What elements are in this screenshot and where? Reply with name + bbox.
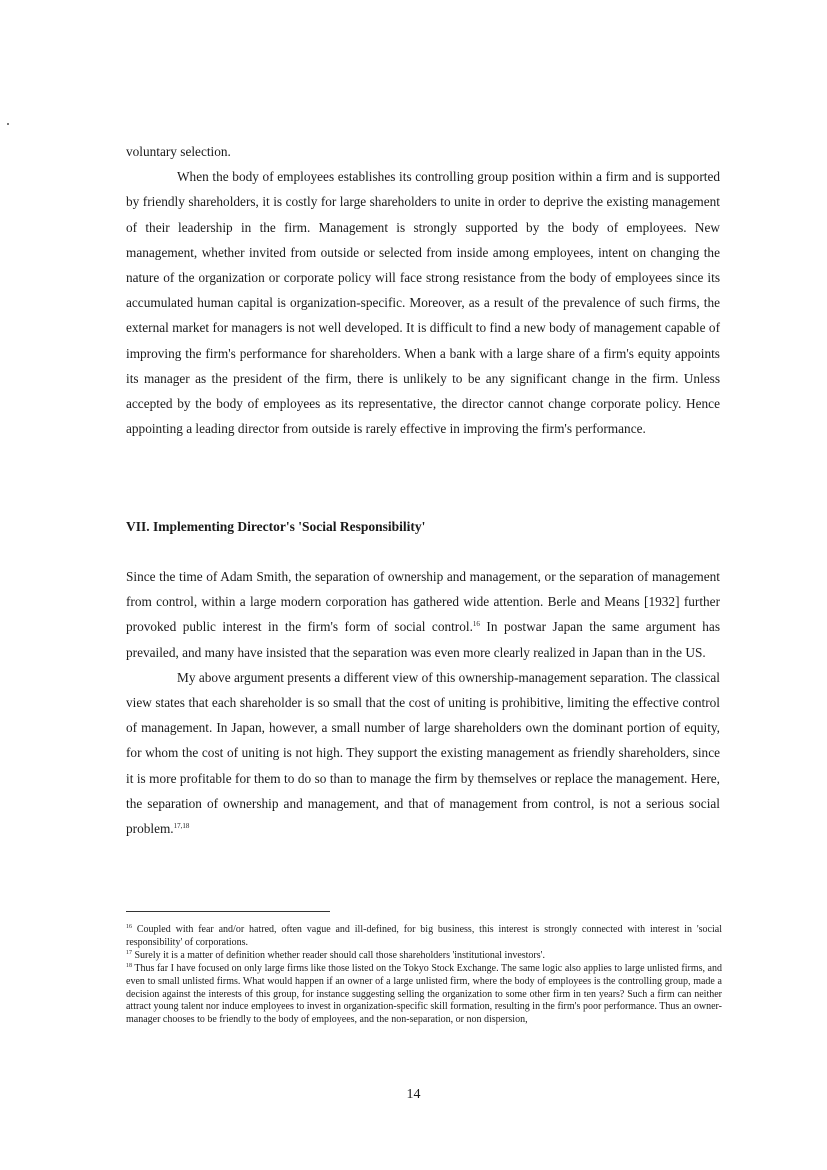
footnote-ref: 16 bbox=[472, 620, 480, 629]
footnote bbox=[126, 950, 722, 963]
footnote-mark: 17 bbox=[126, 949, 132, 956]
footnote-ref: 17,18 bbox=[173, 822, 190, 831]
footnote-text: Thus far I have focused on only large firms like those listed on the Tokyo Stock Exchange. The same logic also applies to large unlisted firms, and even to small unlisted firms. What would happen if an owner of a large unlisted firm, where the body of employees is the controlling group, made a decision against the interests of this group, for instance suggesting selling the organization to some other firm in ten years? Such a firm can neither attract young talent nor induce employees to invest in organization-specific skill formation, resulting in the firm's poor performance. Thus an owner-manager chooses to be friendly to the body of employees, and the non-separation, or non dispersion, bbox=[126, 962, 722, 1026]
footnote bbox=[126, 924, 722, 950]
paragraph-management-support: When the body of employees establishes its controlling group position within a firm and is supported by friendly shareholders, it is costly for large shareholders to unite in order to deprive the existing management of their leadership in the firm. Management is strongly supported by the body of employees. New management, whether invited from outside or selected from inside among employees, intent on changing the nature of the organization or corporate policy will face strong resistance from the body of employees since its accumulated human capital is organization-specific. Moreover, as a result of the prevalence of such firms, the external market for managers is not well developed. It is difficult to find a new body of management capable of improving the firm's performance for shareholders. When a bank with a large share of a firm's equity appoints its manager as the president of the firm, there is unlikely to be any significant change in the firm. Unless accepted by the body of employees as its representative, the director cannot change corporate policy. Hence appointing a leading director from outside is rarely effective in improving the firm's performance. bbox=[126, 169, 720, 437]
page-number: 14 bbox=[406, 1087, 421, 1102]
body-text-top bbox=[126, 139, 720, 441]
footnote-text: Coupled with fear and/or hatred, often vague and ill-defined, for big business, this interest is strongly connected with interest in 'social responsibility' of corporations. bbox=[126, 924, 722, 948]
paragraph-different-view bbox=[126, 665, 720, 841]
footnote bbox=[126, 963, 722, 1028]
footnotes bbox=[126, 924, 722, 1027]
paragraph-text: Since the time of Adam Smith, the separation of ownership and management, or the separation of management from control, within a large modern corporation has gathered wide attention. Berle and Means [1932] further provoked public interest in the firm's form of social control. bbox=[126, 569, 720, 635]
footnote-text: Surely it is a matter of definition whether reader should call those shareholders 'institutional investors'. bbox=[132, 949, 545, 961]
footnote-separator bbox=[126, 911, 330, 912]
paragraph-separation-history bbox=[126, 564, 720, 665]
paragraph-text: My above argument presents a different view of this ownership-management separation. The classical view states that each shareholder is so small that the cost of uniting is prohibitive, limiting the effective control of management. In Japan, however, a small number of large shareholders own the dominant portion of equity, for whom the cost of uniting is not high. They support the existing management as friendly shareholders, since it is more profitable for them to do so than to manage the firm by themselves or replace the management. Here, the separation of ownership and management, and that of management from control, is not a serious social problem. bbox=[126, 669, 720, 837]
paragraph-text-rest: In postwar Japan the same argument has prevailed, and many have insisted that the separation was even more clearly realized in Japan than in the US. bbox=[126, 619, 720, 660]
body-text-section bbox=[126, 564, 720, 841]
paragraph-continuation: voluntary selection. bbox=[126, 144, 231, 159]
footnote-mark: 18 bbox=[126, 962, 132, 969]
footnote-mark: 16 bbox=[126, 924, 132, 930]
scan-speck bbox=[7, 123, 9, 125]
section-heading: VII. Implementing Director's 'Social Responsibility' bbox=[126, 519, 426, 534]
